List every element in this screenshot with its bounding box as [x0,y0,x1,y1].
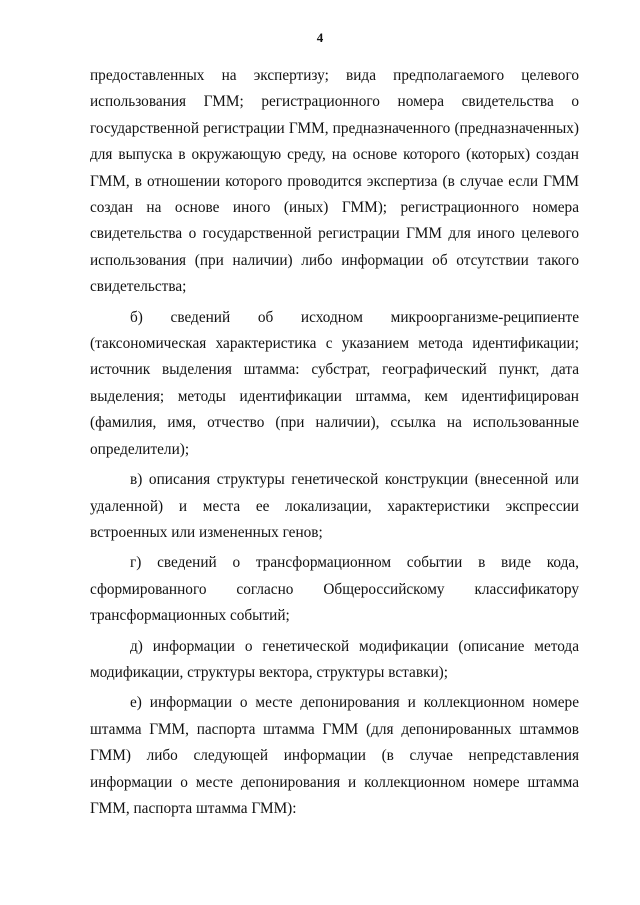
page-number: 4 [316,30,324,45]
paragraph-continuation: предоставленных на экспертизу; вида предполагаемого целевого использования ГММ; регистрационного номера свидетельства о государственной регистрации ГММ, предназначенного (предназначенных) для выпуска в окружающую среду, на основе которого (которых) создан ГММ, в отношении которого проводится экспертиза (в случае если ГММ создан на основе иного (иных) ГММ); регистрационного номера свидетельства о государственной регистрации ГММ для иного целевого использования (при наличии) либо информации об отсутствии такого свидетельства; [90,67,579,296]
paragraph-v-genetic-construct: в) описания структуры генетической конструкции (внесенной или удаленной) и места ее локализации, характеристики экспрессии встроенных или измененных генов; [90,471,579,541]
document-body [90,63,579,826]
paragraph-b-recipient-info: б) сведений об исходном микроорганизме-реципиенте (таксономическая характеристика с указанием метода идентификации; источник выделения штамма: субстрат, географический пункт, дата выделения; методы идентификации штамма, кем идентифицирован (фамилия, имя, отчество (при наличии), ссылка на использованные определители); [90,308,579,458]
paragraph-e-deposit-info: е) информации о месте депонирования и коллекционном номере штамма ГММ, паспорта штамма ГММ (для депонированных штаммов ГММ) либо следующей информации (в случае непредставления информации о месте депонирования и коллекционном номере штамма ГММ, паспорта штамма ГММ): [90,694,579,817]
paragraph-d-genetic-modification: д) информации о генетической модификации (описание метода модификации, структуры вектора, структуры вставки); [90,637,579,681]
paragraph-g-transformation-event: г) сведений о трансформационном событии в виде кода, сформированного согласно Общероссийскому классификатору трансформационных событий; [90,554,579,625]
